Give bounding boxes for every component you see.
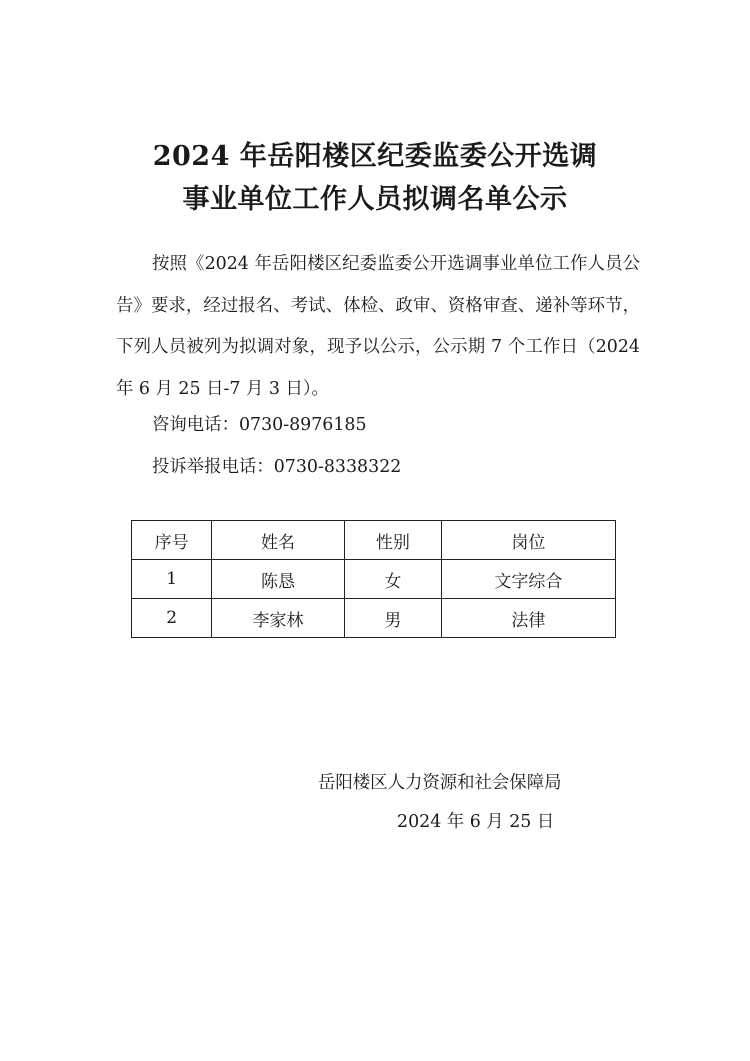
header-gender: 性别	[344, 521, 441, 560]
cell-name: 陈恳	[212, 560, 345, 599]
consult-phone: 咨询电话：0730-8976185	[152, 415, 367, 435]
header-index: 序号	[132, 521, 212, 560]
cell-index: 1	[132, 560, 212, 599]
cell-gender: 男	[344, 599, 441, 638]
cell-position: 文字综合	[441, 560, 615, 599]
signing-date: 2024 年 6 月 25 日	[397, 812, 555, 832]
cell-position: 法律	[441, 599, 615, 638]
cell-index: 2	[132, 599, 212, 638]
cell-gender: 女	[344, 560, 441, 599]
document-title-line-2: 事业单位工作人员拟调名单公示	[182, 184, 568, 215]
table-row	[132, 599, 616, 638]
cell-name: 李家林	[212, 599, 345, 638]
header-position: 岗位	[441, 521, 615, 560]
body-paragraph: 按照《2024 年岳阳楼区纪委监委公开选调事业单位工作人员公告》要求，经过报名、考试、体检、政审、资格审查、递补等环节，下列人员被列为拟调对象，现予以公示，公示期 7 个工作日（2024 年 6 月 25 日-7 月 3 日）。	[116, 254, 640, 399]
table-row	[132, 560, 616, 599]
signing-organization: 岳阳楼区人力资源和社会保障局	[318, 773, 562, 793]
complaint-phone: 投诉举报电话：0730-8338322	[152, 457, 402, 477]
table-header-row	[132, 521, 616, 560]
document-title-line-1: 2024 年岳阳楼区纪委监委公开选调	[152, 141, 598, 172]
header-name: 姓名	[212, 521, 345, 560]
candidate-table	[131, 520, 616, 638]
